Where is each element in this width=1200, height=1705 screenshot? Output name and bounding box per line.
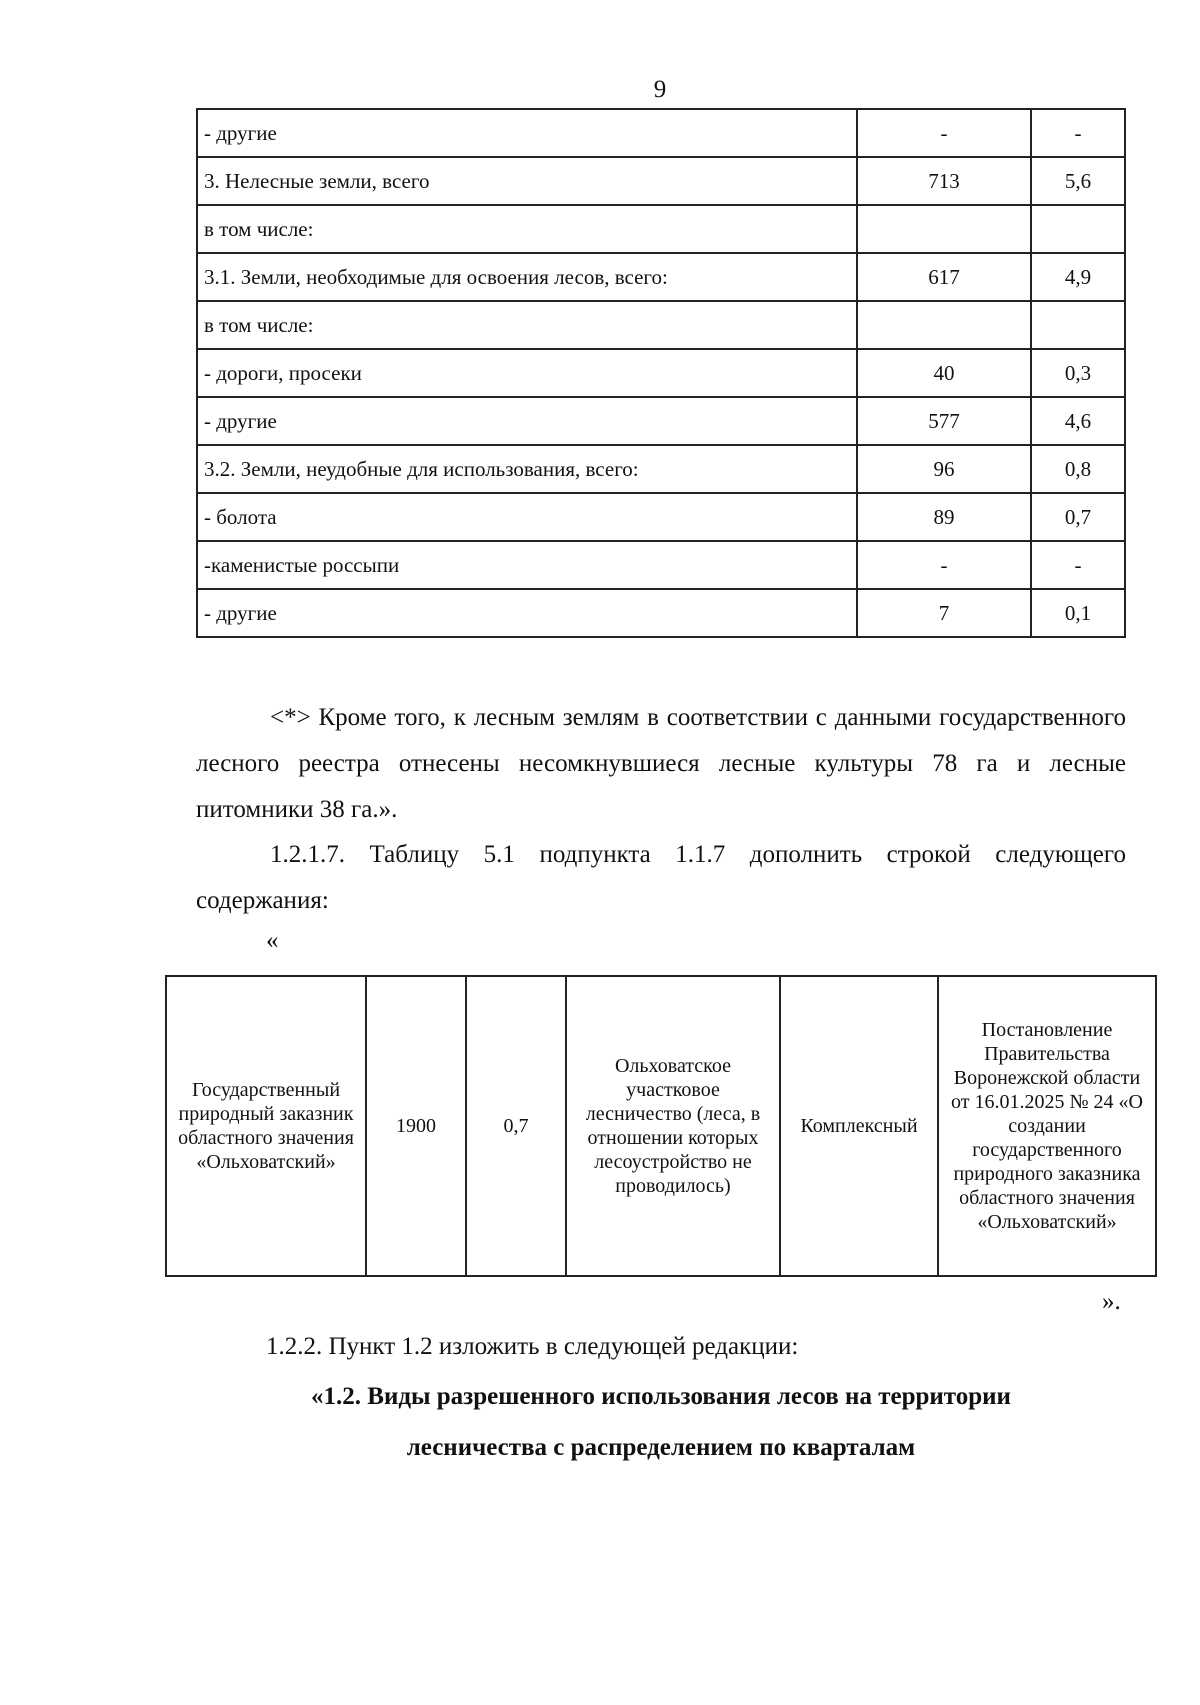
row-percent-cell: - (1031, 109, 1125, 157)
section-heading-line-1: «1.2. Виды разрешенного использования лесов на территории (311, 1383, 1011, 1410)
row-label-cell: - дороги, просеки (197, 349, 857, 397)
table-row (197, 253, 1125, 301)
row-area-cell: 96 (857, 445, 1031, 493)
row-percent-cell: 4,9 (1031, 253, 1125, 301)
page-number: 9 (653, 76, 667, 103)
item-1217-paragraph: 1.2.1.7. Таблицу 5.1 подпункта 1.1.7 дополнить строкой следующего содержания: (196, 841, 1126, 914)
row-area-cell: 7 (857, 589, 1031, 637)
table-row (197, 541, 1125, 589)
row-percent-cell: 0,7 (1031, 493, 1125, 541)
reserve-location-cell: Ольховатское участковое лесничество (леса, в отношении которых лесоустройство не проводилось) (566, 976, 780, 1276)
row-area-cell: - (857, 109, 1031, 157)
row-percent-cell: 0,1 (1031, 589, 1125, 637)
row-label-cell: 3. Нелесные земли, всего (197, 157, 857, 205)
table-row (197, 589, 1125, 637)
reserve-document-cell: Постановление Правительства Воронежской области от 16.01.2025 № 24 «О создании государственного природного заказника областного значения «Ольховатский» (938, 976, 1156, 1276)
footnote-paragraph: <*> Кроме того, к лесным землям в соответствии с данными государственного лесного реестра отнесены несомкнувшиеся лесные культуры 78 га и лесные питомники 38 га.». (196, 704, 1126, 823)
reserve-area-cell: 1900 (366, 976, 466, 1276)
reserve-percent-cell: 0,7 (466, 976, 566, 1276)
table-row (197, 349, 1125, 397)
row-label-cell: в том числе: (197, 301, 857, 349)
row-percent-cell: - (1031, 541, 1125, 589)
table-row (197, 397, 1125, 445)
row-area-cell: - (857, 541, 1031, 589)
row-label-cell: в том числе: (197, 205, 857, 253)
table-row (197, 109, 1125, 157)
row-percent-cell (1031, 301, 1125, 349)
row-percent-cell: 4,6 (1031, 397, 1125, 445)
table-row (197, 205, 1125, 253)
row-area-cell: 713 (857, 157, 1031, 205)
row-percent-cell: 5,6 (1031, 157, 1125, 205)
row-area-cell: 577 (857, 397, 1031, 445)
row-label-cell: 3.2. Земли, неудобные для использования, всего: (197, 445, 857, 493)
reserve-profile-cell: Комплексный (780, 976, 938, 1276)
row-percent-cell (1031, 205, 1125, 253)
row-area-cell: 89 (857, 493, 1031, 541)
row-percent-cell: 0,3 (1031, 349, 1125, 397)
row-label-cell: - другие (197, 397, 857, 445)
land-category-table (196, 108, 1126, 638)
row-percent-cell: 0,8 (1031, 445, 1125, 493)
table-row (166, 976, 1156, 1276)
table-row (197, 493, 1125, 541)
row-label-cell: - другие (197, 589, 857, 637)
table-row (197, 445, 1125, 493)
reserve-table (165, 975, 1157, 1277)
item-122-paragraph: 1.2.2. Пункт 1.2 изложить в следующей редакции: (266, 1333, 799, 1360)
row-area-cell: 40 (857, 349, 1031, 397)
row-area-cell (857, 301, 1031, 349)
quote-close: ». (1102, 1288, 1121, 1315)
row-area-cell (857, 205, 1031, 253)
row-area-cell: 617 (857, 253, 1031, 301)
table-row (197, 301, 1125, 349)
row-label-cell: - другие (197, 109, 857, 157)
quote-open: « (266, 927, 279, 954)
section-heading-line-2: лесничества с распределением по кварталам (406, 1434, 916, 1461)
row-label-cell: -каменистые россыпи (197, 541, 857, 589)
row-label-cell: - болота (197, 493, 857, 541)
row-label-cell: 3.1. Земли, необходимые для освоения лесов, всего: (197, 253, 857, 301)
table-row (197, 157, 1125, 205)
reserve-name-cell: Государственный природный заказник областного значения «Ольховатский» (166, 976, 366, 1276)
